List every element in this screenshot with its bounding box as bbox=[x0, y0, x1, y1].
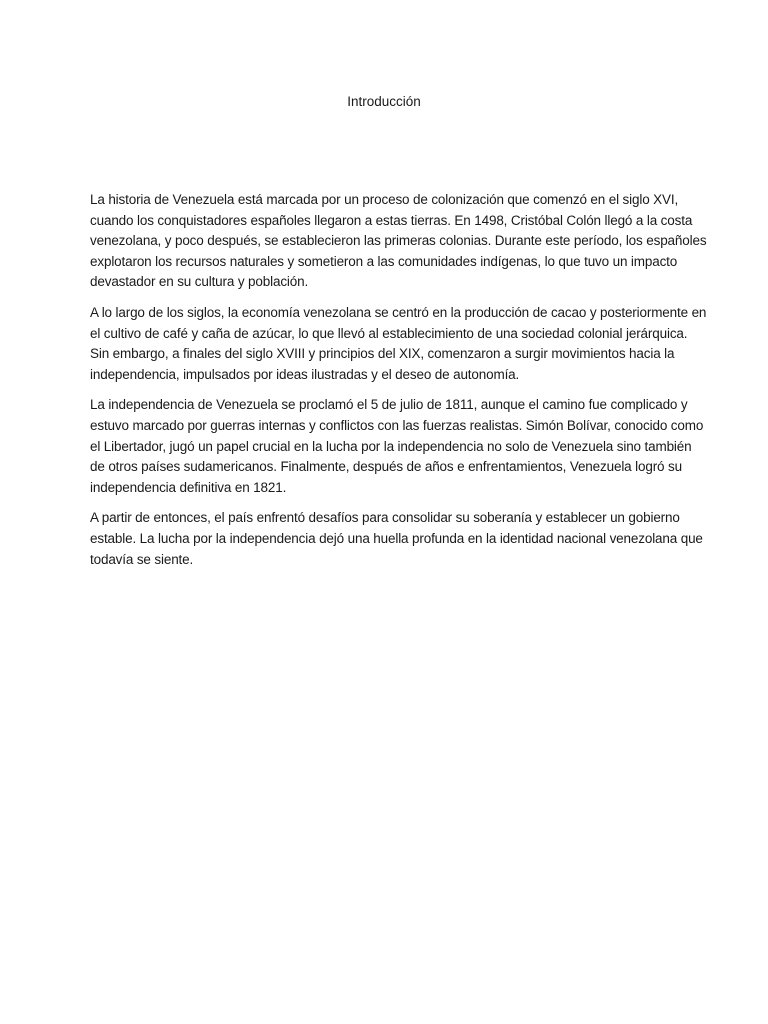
document-title: Introducción bbox=[347, 94, 421, 109]
paragraph-line: A lo largo de los siglos, la economía venezolana se centró en la producción de cacao y posteriormente en bbox=[90, 304, 707, 320]
paragraph-line: el Libertador, jugó un papel crucial en la lucha por la independencia no solo de Venezuela sino también bbox=[90, 438, 692, 454]
paragraph-line: estable. La lucha por la independencia dejó una huella profunda en la identidad nacional venezolana que bbox=[90, 530, 703, 546]
paragraph-line: La historia de Venezuela está marcada por un proceso de colonización que comenzó en el siglo XVI, bbox=[90, 192, 679, 207]
paragraph-line: explotaron los recursos naturales y sometieron a las comunidades indígenas, lo que tuvo un impacto bbox=[90, 253, 678, 269]
paragraph-line: devastador en su cultura y población. bbox=[90, 274, 309, 290]
paragraph-line: Sin embargo, a finales del siglo XVIII y principios del XIX, comenzaron a surgir movimientos hacia la bbox=[90, 346, 675, 362]
paragraph-independence bbox=[90, 395, 704, 498]
paragraph-line: todavía se siente. bbox=[90, 551, 194, 567]
paragraph-line: el cultivo de café y caña de azúcar, lo que llevó al establecimiento de una sociedad colonial jerárquica. bbox=[90, 325, 688, 341]
paragraph-line: cuando los conquistadores españoles llegaron a estas tierras. En 1498, Cristóbal Colón llegó a la costa bbox=[90, 212, 693, 228]
paragraph-line: independencia, impulsados por ideas ilustradas y el deseo de autonomía. bbox=[90, 366, 520, 382]
document-body bbox=[90, 190, 707, 580]
paragraph-line: La independencia de Venezuela se proclamó el 5 de julio de 1811, aunque el camino fue complicado y bbox=[90, 397, 688, 413]
paragraph-line: A partir de entonces, el país enfrentó desafíos para consolidar su soberanía y establecer un gobierno bbox=[90, 510, 680, 526]
paragraph-line: venezolana, y poco después, se establecieron las primeras colonias. Durante este período, los españoles bbox=[90, 233, 707, 249]
paragraph-economy bbox=[90, 303, 707, 385]
paragraph-line: de otros países sudamericanos. Finalmente, después de años e enfrentamientos, Venezuela logró su bbox=[90, 459, 682, 475]
paragraph-line: estuvo marcado por guerras internas y conflictos con las fuerzas realistas. Simón Bolívar, conocido como bbox=[90, 417, 704, 433]
paragraph-colonization bbox=[90, 190, 707, 293]
paragraph-aftermath bbox=[90, 508, 703, 570]
paragraph-line: independencia definitiva en 1821. bbox=[90, 479, 287, 495]
